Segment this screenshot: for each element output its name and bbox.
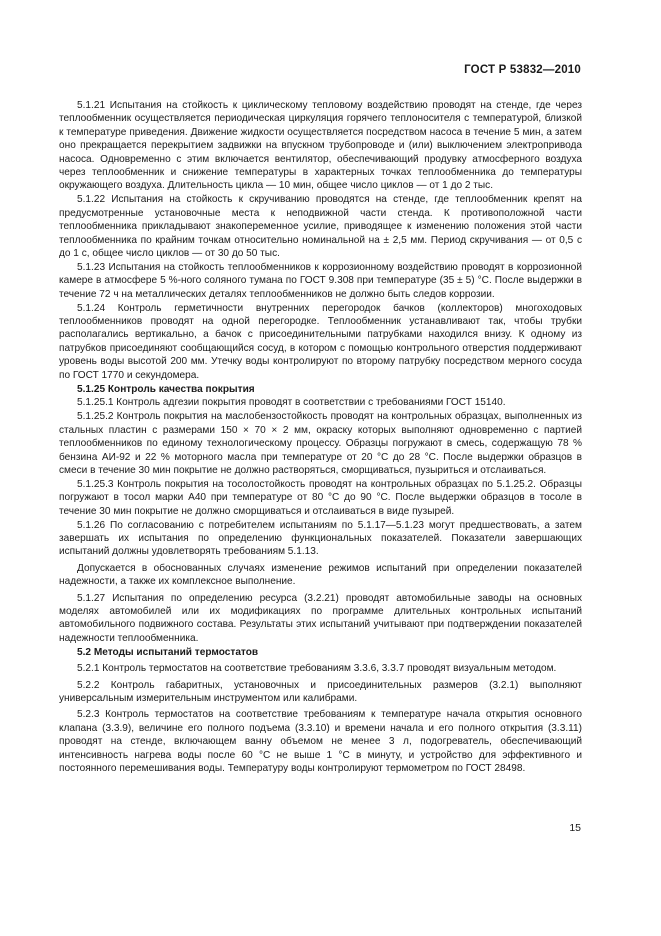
- section-heading-5-2: 5.2 Методы испытаний термостатов: [77, 646, 259, 658]
- page-number: 15: [569, 822, 581, 834]
- paragraph-5-1-22: 5.1.22 Испытания на стойкость к скручиванию проводятся на стенде, где теплообменник крепят на предусмотренные установочные места к неподвижной части стенда. К противоположной части теплообменника прикладывают знакопеременное усилие, приводящее к изменению положения этой части теплообменника по крайним точкам относительно номинальной на ± 2,5 мм. Период скручивания — от 0,5 с до 1 с, общее число циклов — от 30 до 50 тыс.: [59, 194, 582, 259]
- paragraph-5-2-1: 5.2.1 Контроль термостатов на соответствие требованиям 3.3.6, 3.3.7 проводят визуальным методом.: [77, 663, 557, 675]
- paragraph-5-1-25-3: 5.1.25.3 Контроль покрытия на тосолостойкость проводят на контрольных образцах по 5.1.25.2. Образцы погружают в тосол марки А40 при температуре от 80 °С до 90 °С. После выдержки образцов в тосоле в течение 30 мин покрытие не должно сморщиваться и отслаиваться в виде пузырей.: [59, 478, 582, 517]
- paragraph-5-1-25-2: 5.1.25.2 Контроль покрытия на маслобензостойкость проводят на контрольных образцах, выполненных из стальных пластин с размерами 150 × 70 × 2 мм, окраску которых выполняют одновременно с партией теплообменников по единому технологическому процессу. Образцы погружают в смесь, содержащую 78 % бензина АИ-92 и 22 % моторного масла при температуре от 20 °С до 28 °С. После выдержки образцов в смеси в течение 30 мин покрытие не должно растворяться, сморщиваться, пузыриться и отслаиваться.: [59, 411, 582, 476]
- section-heading-5-1-25: 5.1.25 Контроль качества покрытия: [77, 383, 255, 395]
- document-body: [59, 99, 582, 775]
- standard-code-header: ГОСТ Р 53832—2010: [464, 64, 581, 76]
- paragraph-5-2-2: 5.2.2 Контроль габаритных, установочных и присоединительных размеров (3.2.1) выполняют универсальным измерительным инструментом или калибрами.: [59, 679, 582, 704]
- paragraph-5-1-26: 5.1.26 По согласованию с потребителем испытаниям по 5.1.17—5.1.23 могут предшествовать, а затем завершать их испытания по определению функциональных показателей. Показатели завершающих испытаний должны удовлетворять требованиям 5.1.13.: [59, 519, 582, 558]
- paragraph-5-1-25-1: 5.1.25.1 Контроль адгезии покрытия проводят в соответствии с требованиями ГОСТ 15140.: [77, 397, 506, 409]
- paragraph-5-1-21: 5.1.21 Испытания на стойкость к циклическому тепловому воздействию проводят на стенде, где через теплообменник осуществляется периодическая циркуляция горячего теплоносителя с температурой, близкой к температуре приведения. Движение жидкости осуществляется посредством насоса в течение 5 мин, а затем оно прекращается перекрытием задвижки на впускном трубопроводе и (или) выключением электропривода насоса. Одновременно с этим включается вентилятор, обеспечивающий продувку атмосферного воздуха через теплообменник и снижение температуры в характерных точках теплообменника до температуры окружающего воздуха. Длительность цикла — 10 мин, общее число циклов — от 1 до 2 тыс.: [59, 100, 582, 192]
- paragraph-5-1-24: 5.1.24 Контроль герметичности внутренних перегородок бачков (коллекторов) многоходовых теплообменников проводят на одной перегородке. Теплообменник устанавливают так, чтобы трубки располагались вертикально, а бачок с присоединительными патрубками находился внизу. К одному из патрубков присоединяют сообщающийся сосуд, в котором с помощью контрольного отверстия поддерживают уровень воды высотой 200 мм. Утечку воды контролируют по второму патрубку посредством мерного сосуда по ГОСТ 1770 и секундомера.: [59, 302, 582, 381]
- paragraph-permission-note: Допускается в обоснованных случаях изменение режимов испытаний при определении показателей надежности, а также их комплексное выполнение.: [59, 562, 582, 588]
- paragraph-5-1-27: 5.1.27 Испытания по определению ресурса (3.2.21) проводят автомобильные заводы на основных моделях автомобилей или их модификациях по программе длительных контрольных испытаний автомобильного подвижного состава. Результаты этих испытаний учитывают при подтверждении показателей надежности теплообменника.: [59, 592, 582, 644]
- paragraph-5-1-23: 5.1.23 Испытания на стойкость теплообменников к коррозионному воздействию проводят в коррозионной камере в атмосфере 5 %-ного соляного тумана по ГОСТ 9.308 при температуре (35 ± 5) °С. После выдержки в течение 72 ч на металлических деталях теплообменников не должно быть следов коррозии.: [59, 261, 582, 300]
- paragraph-5-2-3: 5.2.3 Контроль термостатов на соответствие требованиям к температуре начала открытия основного клапана (3.3.9), величине его полного подъема (3.3.10) и времени начала и его полного открытия (3.3.11) проводят на стенде, включающем ванну объемом не менее 3 л, подогреватель, обеспечивающий интенсивность нагрева воды после 60 °С не выше 1 °С в минуту, и устройство для эффективного и постоянного перемешивания воды. Температуру воды контролируют термометром по ГОСТ 28498.: [59, 709, 582, 774]
